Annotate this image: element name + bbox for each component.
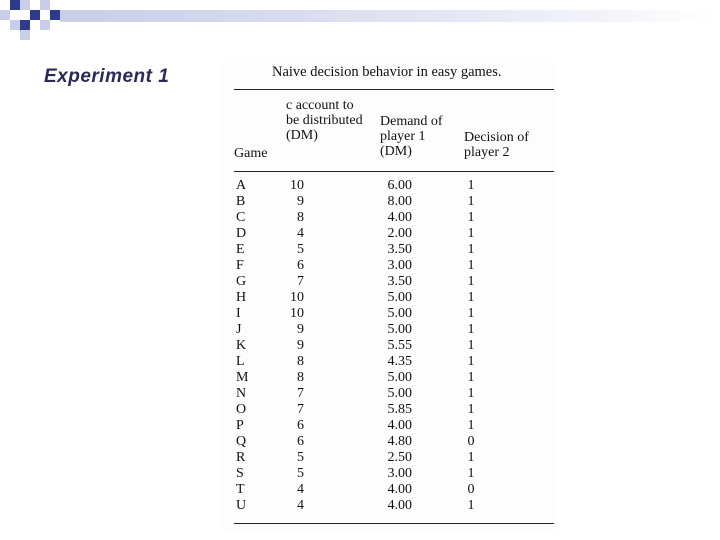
cell-amount: 9 bbox=[297, 338, 304, 353]
cell-amount: 4 bbox=[297, 498, 304, 513]
table-row bbox=[222, 274, 558, 290]
cell-demand: 5.00 bbox=[387, 322, 412, 337]
table-row bbox=[222, 242, 558, 258]
slide-title: Experiment 1 bbox=[44, 66, 170, 87]
cell-decision: 1 bbox=[467, 466, 475, 481]
cell-amount: 7 bbox=[297, 402, 304, 417]
cell-demand: 4.35 bbox=[387, 354, 412, 369]
cell-decision: 1 bbox=[467, 402, 475, 417]
table-row bbox=[222, 338, 558, 354]
cell-amount: 7 bbox=[297, 274, 304, 289]
cell-amount: 5 bbox=[297, 450, 304, 465]
header-decision: Decision of player 2 bbox=[464, 130, 529, 160]
decor-square bbox=[10, 0, 20, 10]
cell-demand: 4.00 bbox=[387, 498, 412, 513]
cell-game: I bbox=[236, 306, 241, 321]
cell-decision: 1 bbox=[467, 338, 475, 353]
cell-decision: 1 bbox=[467, 210, 475, 225]
table-row bbox=[222, 450, 558, 466]
table-row bbox=[222, 482, 558, 498]
table-top-rule bbox=[234, 89, 554, 90]
cell-game: N bbox=[236, 386, 247, 401]
cell-demand: 2.00 bbox=[387, 226, 412, 241]
cell-game: A bbox=[236, 178, 247, 193]
table-row bbox=[222, 386, 558, 402]
cell-game: O bbox=[236, 402, 247, 417]
decor-square bbox=[0, 10, 10, 20]
header-bar bbox=[60, 10, 720, 22]
cell-decision: 1 bbox=[467, 450, 475, 465]
cell-demand: 5.55 bbox=[387, 338, 412, 353]
cell-demand: 4.00 bbox=[387, 210, 412, 225]
cell-amount: 5 bbox=[297, 466, 304, 481]
cell-demand: 8.00 bbox=[387, 194, 412, 209]
cell-decision: 1 bbox=[467, 258, 475, 273]
cell-amount: 8 bbox=[297, 210, 304, 225]
table-row bbox=[222, 370, 558, 386]
cell-demand: 4.00 bbox=[387, 482, 412, 497]
decor-square bbox=[40, 20, 50, 30]
cell-amount: 7 bbox=[297, 386, 304, 401]
cell-decision: 0 bbox=[467, 482, 475, 497]
cell-amount: 9 bbox=[297, 322, 304, 337]
cell-demand: 5.85 bbox=[387, 402, 412, 417]
table-body bbox=[222, 178, 558, 514]
cell-game: F bbox=[236, 258, 244, 273]
cell-decision: 1 bbox=[467, 370, 475, 385]
cell-amount: 9 bbox=[297, 194, 304, 209]
cell-decision: 1 bbox=[467, 194, 475, 209]
table-row bbox=[222, 402, 558, 418]
decor-square bbox=[30, 10, 40, 20]
cell-amount: 6 bbox=[297, 434, 304, 449]
decor-square bbox=[40, 0, 50, 10]
cell-amount: 10 bbox=[290, 306, 304, 321]
cell-demand: 3.00 bbox=[387, 466, 412, 481]
table-row bbox=[222, 178, 558, 194]
cell-decision: 1 bbox=[467, 178, 475, 193]
cell-game: S bbox=[236, 466, 244, 481]
cell-game: M bbox=[236, 370, 249, 385]
header-rule bbox=[234, 171, 554, 172]
decor-square bbox=[10, 20, 20, 30]
decor-square bbox=[20, 0, 30, 10]
table-row bbox=[222, 258, 558, 274]
scanned-table bbox=[222, 62, 558, 532]
table-row bbox=[222, 306, 558, 322]
table-row bbox=[222, 498, 558, 514]
table-row bbox=[222, 290, 558, 306]
cell-amount: 10 bbox=[290, 290, 304, 305]
decor-square bbox=[20, 20, 30, 30]
cell-game: L bbox=[236, 354, 245, 369]
header-game: Game bbox=[234, 146, 268, 161]
table-row bbox=[222, 226, 558, 242]
table-row bbox=[222, 466, 558, 482]
cell-demand: 3.50 bbox=[387, 242, 412, 257]
cell-decision: 1 bbox=[467, 290, 475, 305]
cell-game: B bbox=[236, 194, 246, 209]
cell-demand: 4.00 bbox=[387, 418, 412, 433]
corner-decoration bbox=[0, 0, 60, 50]
cell-decision: 0 bbox=[467, 434, 475, 449]
cell-demand: 5.00 bbox=[387, 306, 412, 321]
cell-amount: 4 bbox=[297, 226, 304, 241]
cell-amount: 8 bbox=[297, 370, 304, 385]
decor-square bbox=[50, 10, 60, 20]
header-demand: Demand of player 1 (DM) bbox=[380, 114, 443, 159]
cell-decision: 1 bbox=[467, 386, 475, 401]
cell-demand: 4.80 bbox=[387, 434, 412, 449]
cell-game: G bbox=[236, 274, 247, 289]
table-row bbox=[222, 354, 558, 370]
cell-amount: 5 bbox=[297, 242, 304, 257]
cell-game: R bbox=[236, 450, 246, 465]
cell-game: H bbox=[236, 290, 247, 305]
cell-amount: 6 bbox=[297, 418, 304, 433]
cell-game: Q bbox=[236, 434, 247, 449]
header-amount: c account to be distributed (DM) bbox=[286, 98, 363, 143]
table-bottom-rule bbox=[234, 523, 554, 524]
cell-game: J bbox=[236, 322, 242, 337]
cell-amount: 4 bbox=[297, 482, 304, 497]
table-row bbox=[222, 434, 558, 450]
cell-decision: 1 bbox=[467, 226, 475, 241]
table-caption: Naive decision behavior in easy games. bbox=[272, 64, 502, 80]
cell-game: D bbox=[236, 226, 247, 241]
cell-game: T bbox=[236, 482, 245, 497]
cell-game: E bbox=[236, 242, 245, 257]
cell-demand: 5.00 bbox=[387, 290, 412, 305]
cell-decision: 1 bbox=[467, 354, 475, 369]
cell-decision: 1 bbox=[467, 242, 475, 257]
cell-demand: 3.50 bbox=[387, 274, 412, 289]
cell-amount: 10 bbox=[290, 178, 304, 193]
table-row bbox=[222, 194, 558, 210]
cell-decision: 1 bbox=[467, 274, 475, 289]
table-row bbox=[222, 210, 558, 226]
cell-game: P bbox=[236, 418, 244, 433]
cell-game: U bbox=[236, 498, 247, 513]
cell-demand: 5.00 bbox=[387, 370, 412, 385]
cell-game: C bbox=[236, 210, 246, 225]
cell-demand: 3.00 bbox=[387, 258, 412, 273]
cell-demand: 6.00 bbox=[387, 178, 412, 193]
cell-game: K bbox=[236, 338, 247, 353]
table-row bbox=[222, 322, 558, 338]
cell-decision: 1 bbox=[467, 322, 475, 337]
cell-decision: 1 bbox=[467, 418, 475, 433]
cell-amount: 6 bbox=[297, 258, 304, 273]
cell-decision: 1 bbox=[467, 498, 475, 513]
cell-decision: 1 bbox=[467, 306, 475, 321]
cell-demand: 5.00 bbox=[387, 386, 412, 401]
cell-demand: 2.50 bbox=[387, 450, 412, 465]
cell-amount: 8 bbox=[297, 354, 304, 369]
table-row bbox=[222, 418, 558, 434]
decor-square bbox=[20, 30, 30, 40]
